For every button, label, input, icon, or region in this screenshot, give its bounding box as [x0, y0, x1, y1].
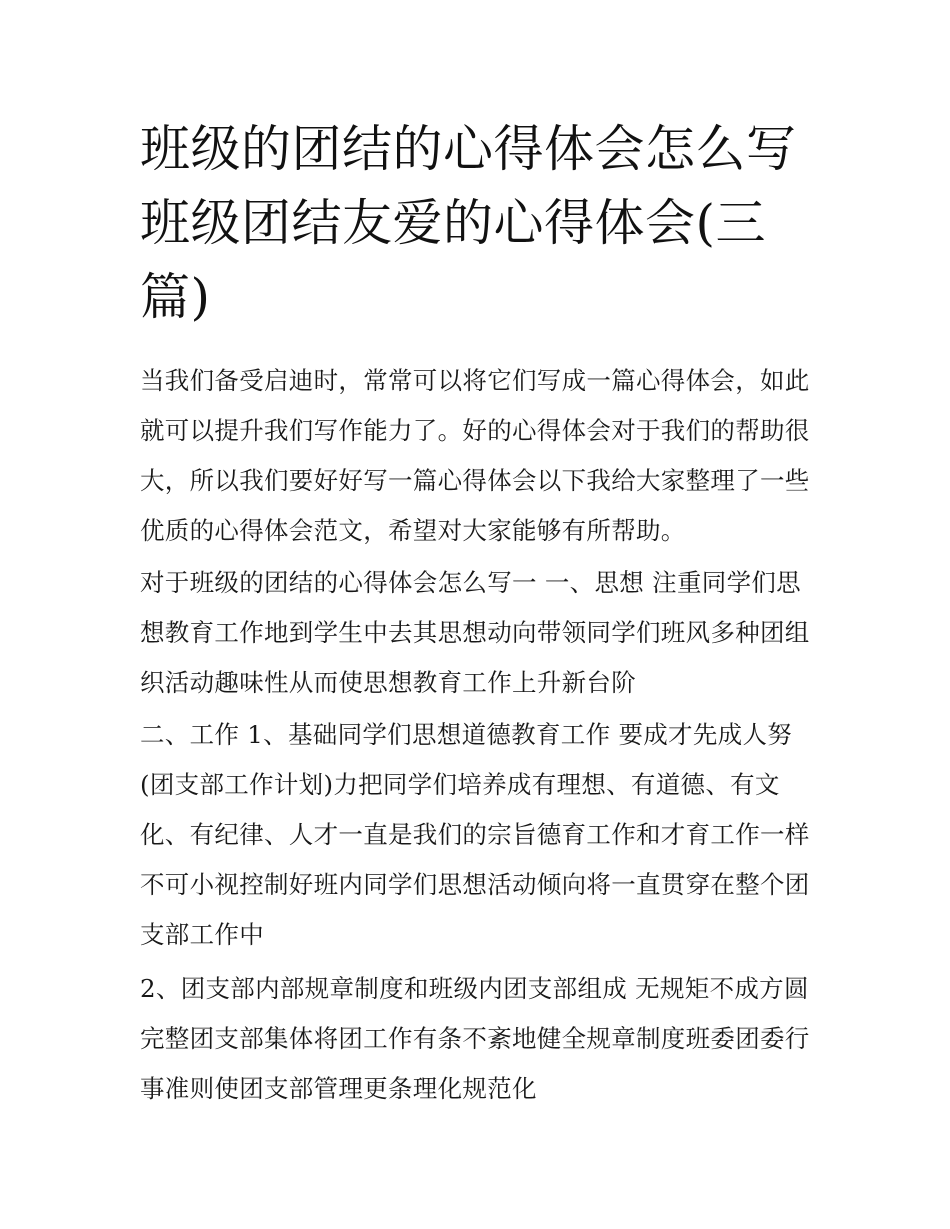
paragraph-section-two: 二、工作 1、基础同学们思想道德教育工作 要成才先成人努(团支部工作计划)力把同学们培养成有理想、有道德、有文化、有纪律、人才一直是我们的宗旨德育工作和才育工作一样不可小视控制好班内同学们思想活动倾向将一直贯穿在整个团支部工作中 — [140, 720, 810, 949]
document-title: 班级的团结的心得体会怎么写班级团结友爱的心得体会(三篇) — [140, 120, 797, 326]
paragraph-intro: 当我们备受启迪时，常常可以将它们写成一篇心得体会，如此就可以提升我们写作能力了。好的心得体会对于我们的帮助很大，所以我们要好好写一篇心得体会以下我给大家整理了一些优质的心得体会范文，希望对大家能够有所帮助。 — [140, 366, 810, 545]
paragraph-section-three: 2、团支部内部规章制度和班级内团支部组成 无规矩不成方圆完整团支部集体将团工作有条不紊地健全规章制度班委团委行事准则使团支部管理更条理化规范化 — [140, 974, 810, 1103]
paragraph-section-one: 对于班级的团结的心得体会怎么写一 一、思想 注重同学们思想教育工作地到学生中去其思想动向带领同学们班风多种团组织活动趣味性从而使思想教育工作上升新台阶 — [140, 568, 810, 697]
